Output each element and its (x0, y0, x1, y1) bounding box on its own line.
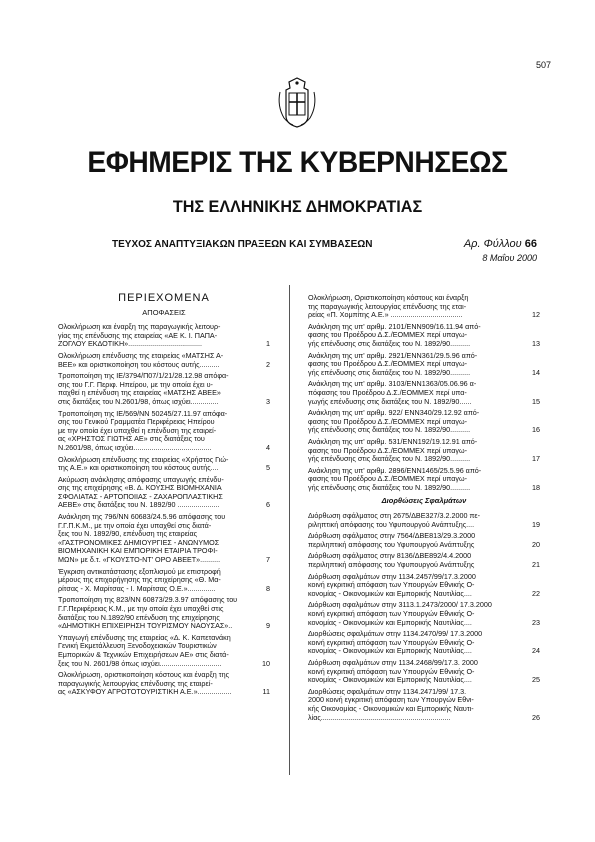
toc-entry-page: 20 (532, 539, 540, 549)
toc-entry-page: 25 (532, 675, 540, 685)
issue-date: 8 Μαΐου 2000 (482, 253, 537, 263)
toc-entry-page: 3 (266, 396, 270, 406)
toc-entry (58, 568, 270, 594)
toc-entry-text: Διόρθωση σφαλμάτων στην 1134.2468/99/17.3. 2000 κοινή εγκριτική απόφαση των Υπουργών Εθνικής Ο- κονομίας - Οικονομικών και Εμπορικής Ναυτιλίας.... (308, 657, 478, 685)
toc-entry-text: Ολοκλήρωση και έναρξη της παραγωγικής λειτουρ- γίας της επένδυσης της εταιρείας «ΑΕ Κ. Ι. ΠΑΠΑ- ΖΟΓΛΟΥ ΕΚΔΟΤΙΚΗ»..................................... (58, 322, 221, 349)
gazette-subtitle: ΤΗΣ ΕΛΛΗΝΙΚΗΣ ΔΗΜΟΚΡΑΤΙΑΣ (172, 197, 423, 216)
toc-entry-text: Έγκριση αντικατάστασης εξοπλισμού με επιστροφή μέρους της επιχορήγησης της επιχείρησης «Θ. Μα- ρίτσας - Χ. Μαρίτσας - Ι. Μαρίτσας Ο.Ε.».............. (58, 566, 221, 593)
toc-entry-text: Ανάκληση της υπ' αριθμ. 3103/ΕΝΝ1363/05.06.96 α- πόφασης του Προέδρου Δ.Σ./ΕΟΜΜΕΧ περί υπα- γωγής επένδυσης στις διατάξεις του Ν. 1892/90...... (308, 379, 477, 406)
toc-entry-page: 2 (266, 359, 270, 369)
page-number: 507 (535, 60, 551, 70)
toc-entry (308, 552, 540, 569)
toc-right-list-bottom (308, 512, 540, 722)
toc-entry (308, 512, 540, 529)
toc-entry (308, 438, 540, 464)
toc-entry (308, 352, 540, 378)
toc-entry-page: 5 (266, 463, 270, 473)
toc-entry (308, 294, 540, 320)
toc-entry-text: Διόρθωση σφάλματος στην 7564/ΔΒΕ813/29.3.2000 περιληπτική απόφασης του Υφυπουργού Ανάπτυξης (308, 531, 476, 549)
toc-entry-page: 11 (262, 687, 270, 697)
toc-entry-text: Ολοκλήρωση, οριστικοποίηση κόστους και έναρξη της παραγωγικής λειτουργίας επένδυσης της εταιρεί- ας «ΑΣΚΥΦΟΥ ΑΓΡΟΤΟΤΟΥΡΙΣΤΙΚΗ Α.Ε.»................. (58, 670, 232, 697)
toc-entry-page: 6 (266, 500, 270, 510)
toc-entry (58, 596, 270, 630)
toc-entry (308, 380, 540, 406)
issue-label: Αρ. Φύλλου (463, 238, 522, 250)
toc-entry-page: 15 (532, 396, 540, 406)
toc-entry-page: 1 (266, 339, 270, 349)
toc-entry-page: 13 (532, 338, 540, 348)
toc-entry (308, 409, 540, 435)
toc-entry (58, 513, 270, 565)
toc-left-column (58, 294, 270, 700)
toc-entry-page: 10 (262, 658, 270, 668)
toc-entry (308, 688, 540, 722)
toc-entry-text: Ανάκληση της υπ' αριθμ. 922/ ΕΝΝ340/29.12.92 από- φασης του Προέδρου Δ.Σ./ΕΟΜΜΕΧ περί υπαγω- γής επένδυσης στις διατάξεις του Ν. 1892/90.......... (308, 408, 480, 435)
toc-entry-text: Διόρθωση σφάλματος στη 2675/ΔΒΕ327/3.2.2000 πε- ριληπτική απόφασης του Υφυπουργού Ανάπτυξης.... (308, 511, 481, 529)
toc-left-list (58, 323, 270, 697)
toc-heading: ΠΕΡΙΕΧΟΜΕΝΑ (118, 292, 210, 304)
gazette-title: ΕΦΗΜΕΡΙΣ ΤΗΣ ΚΥΒΕΡΝΗΣΕΩΣ (87, 146, 508, 179)
toc-entry-page: 16 (532, 425, 540, 435)
toc-entry-page: 14 (532, 367, 540, 377)
toc-entry (308, 630, 540, 656)
toc-entry-text: Ανάκληση της 796/ΝΝ 60683/24.5.96 απόφασης του Γ.Γ.Π.Κ.Μ., με την οποία έχει υπαχθεί στις διατά- ξεις του Ν. 1892/90, επένδυση της εταιρείας «ΓΑΣΤΡΟΝΟΜΙΚΕΣ ΔΗΜΙΟΥΡΓΙΕΣ - ΑΝΩΝΥΜΟΣ ΒΙΟΜΗΧΑΝΙΚΗ ΚΑΙ ΕΜΠΟΡΙΚΗ ΕΤΑΙΡΙΑ ΤΡΟΦΙ- ΜΩΝ» με δ.τ. «ΓΚΟΥΣΤΟ-ΝΤ' ΟΡΟ ΑΒΕΕΤ».......... (58, 512, 226, 565)
toc-entry (308, 659, 540, 685)
toc-entry-page: 22 (532, 588, 540, 598)
toc-entry-page: 12 (532, 310, 540, 320)
toc-entry-page: 4 (266, 442, 270, 452)
toc-entry (58, 456, 270, 473)
series-name: ΤΕΥΧΟΣ ΑΝΑΠΤΥΞΙΑΚΩΝ ΠΡΑΞΕΩΝ ΚΑΙ ΣΥΜΒΑΣΕΩΝ (112, 239, 373, 250)
toc-entry-text: Υπαγωγή επένδυσης της εταιρείας «Δ. Κ. Καπετανάκη Γενική Εκμετάλλευση Ξενοδοχειακών Τουριστικών Εμπορικών & Τεχνικών Επιχειρήσεων ΑΕ» στις διατά- ξεις του Ν. 2601/98 όπως ισχύει............................... (58, 632, 231, 668)
toc-entry (308, 323, 540, 349)
toc-entry-page: 19 (532, 519, 540, 529)
toc-entry (308, 573, 540, 599)
toc-entry-page: 21 (532, 560, 540, 570)
toc-entry-text: Ολοκλήρωση, Οριστικοποίηση κόστους και έναρξη της παραγωγικής λειτουργίας επένδυσης της εται- ρείας «Π. Χομπίτης Α.Ε.» .................................... (308, 293, 469, 320)
toc-entry-text: Τροποποίηση της 823/ΝΝ 60873/29.3.97 απόφασης του Γ.Γ.Περιφέρειας Κ.Μ., με την οποία έχει υπαχθεί στις διατάξεις του Ν.1892/90 επένδυση της επιχείρησης «ΔΗΜΟΤΙΚΗ ΕΠΙΧΕΙΡΗΣΗ ΤΟΥΡΙΣΜΟΥ ΝΑΟΥΣΑΣ».. (58, 595, 238, 631)
toc-entry-text: Ολοκλήρωση επένδυσης της εταιρείας «Χρήστος Γιώ- της Α.Ε.» και οριστικοποίηση του κόστους αυτής.... (58, 454, 229, 473)
toc-entry-text: Διόρθωση σφαλμάτων στην 1134.2457/99/17.3.2000 κοινή εγκριτική απόφαση των Υπουργών Εθνικής Ο- κονομίας - Οικονομικών και Εμπορικής Ναυτιλίας.... (308, 571, 476, 598)
section-heading-corrections: Διορθώσεις Σφαλμάτων (381, 496, 467, 506)
toc-entry-page: 9 (266, 621, 270, 631)
toc-entry (308, 532, 540, 549)
toc-entry-text: Διορθώσεις σφαλμάτων στην 1134.2470/99/ 17.3.2000 κοινή εγκριτική απόφαση των Υπουργών Εθνικής Ο- κονομίας - Οικονομικών και Εμπορικής Ναυτιλίας.... (308, 629, 483, 656)
toc-entry (58, 634, 270, 668)
toc-entry-page: 18 (532, 482, 540, 492)
column-divider (289, 285, 290, 775)
issue-number: 66 (524, 238, 537, 250)
toc-entry (58, 372, 270, 406)
toc-entry-text: Διόρθωση σφάλματος στην 8136/ΔΒΕ892/4.4.2000 περιληπτική απόφασης του Υφυπουργού Ανάπτυξης (308, 551, 475, 570)
toc-entry-page: 17 (532, 454, 540, 464)
toc-entry-text: Ολοκλήρωση επένδυσης της εταιρείας «ΜΑΤΣΗΣ Α- ΒΕΕ» και οριστικοποίηση του κόστους αυτής.......... (58, 350, 224, 369)
toc-entry-text: Ανάκληση της υπ' αριθμ. 2921/ΕΝΝ361/29.5.96 από- φασης του Προέδρου Δ.Σ./ΕΟΜΜΕΧ περί υπαγω- γής επένδυσης στις διατάξεις του Ν. 1892/90.......... (308, 350, 478, 377)
issue-label-block (464, 238, 537, 250)
toc-entry-text: Τροποποίηση της ΙΕ/3794/Π07/1/21/28.12.98 απόφα- σης του Γ.Γ. Περιφ. Ηπείρου, με την οποία έχει υ- παχθεί η επένδυση της εταιρείας «ΜΑΤΣΗΣ ΑΒΕΕ» στις διατάξεις του Ν.2601/98, όπως ισχύει.............. (58, 371, 229, 406)
toc-entry (58, 410, 270, 453)
toc-entry-text: Ανάκληση της υπ' αριθμ. 531/ΕΝΝ192/19.12.91 από- φασης του Προέδρου Δ.Σ./ΕΟΜΜΕΧ περί υπαγω- γής επένδυσης στις διατάξεις του Ν. 1892/90.......... (308, 436, 478, 464)
toc-entry (58, 476, 270, 510)
toc-entry-page: 24 (532, 646, 540, 656)
toc-entry (308, 467, 540, 493)
toc-entry-text: Ανάκληση της υπ' αριθμ. 2896/ΕΝΝ1465/25.5.96 από- φασης του Προέδρου Δ.Σ./ΕΟΜΜΕΧ περί υπαγω- γής επένδυσης στις διατάξεις του Ν. 1892/90.......... (308, 465, 482, 492)
toc-entry-text: Ακύρωση ανάκλησης απόφασης υπαγωγής επένδυ- σης της επιχείρησης «Β. Δ. ΚΟΥΣΗΣ ΒΙΟΜΗΧΑΝΙΑ ΣΦΟΛΙΑΤΑΣ - ΑΡΤΟΠΟΙΙΑΣ - ΖΑΧΑΡΟΠΛΑΣΤΙΚΗΣ ΑΕΒΕ» στις διατάξεις του Ν. 1892/90 ..................... (58, 474, 224, 510)
toc-entry-page: 8 (266, 583, 270, 593)
toc-entry-text: Διορθώσεις σφαλμάτων στην 1134.2471/99/ 17.3. 2000 κοινή εγκριτική απόφαση των Υπουργών Εθνι- κής Οικονομίας - Οικονομικών και Εμπορικής Ναυτι- λίας................................................................. (308, 686, 474, 722)
toc-entry-page: 23 (532, 617, 540, 627)
toc-entry (58, 352, 270, 369)
toc-entry-page: 26 (532, 712, 540, 722)
toc-entry-text: Διόρθωση σφαλμάτων στην 3113.1.2473/2000/ 17.3.2000 κοινή εγκριτική απόφαση των Υπουργών Εθνικής Ο- κονομίας - Οικονομικών και Εμπορικής Ναυτιλίας.... (308, 600, 492, 627)
toc-entry (58, 671, 270, 697)
toc-entry-text: Τροποποίηση της ΙΕ/569/ΝΝ 50245/27.11.97 απόφα- σης του Γενικού Γραμματέα Περιφέρειας Ηπείρου με την οποία έχει υπαχθεί η επένδυση της εταιρεί- ας «ΧΡΗΣΤΟΣ ΓΙΩΤΗΣ ΑΕ» στις διατάξεις του Ν.2601/98, όπως ισχύει....................................... (58, 408, 228, 452)
toc-entry (308, 601, 540, 627)
toc-entry-page: 7 (266, 555, 270, 565)
coat-of-arms-emblem (274, 76, 320, 128)
toc-entry (58, 323, 270, 349)
toc-entry-text: Ανάκληση της υπ' αριθμ. 2101/ΕΝΝ909/16.11.94 από- φασης του Προέδρου Δ.Σ./ΕΟΜΜΕΧ περί υπαγω- γής επένδυσης στις διατάξεις του Ν. 1892/90.......... (308, 321, 481, 348)
toc-right-column (308, 294, 540, 725)
section-heading-decisions: ΑΠΟΦΑΣΕΙΣ (142, 307, 186, 317)
toc-right-list-top (308, 294, 540, 492)
